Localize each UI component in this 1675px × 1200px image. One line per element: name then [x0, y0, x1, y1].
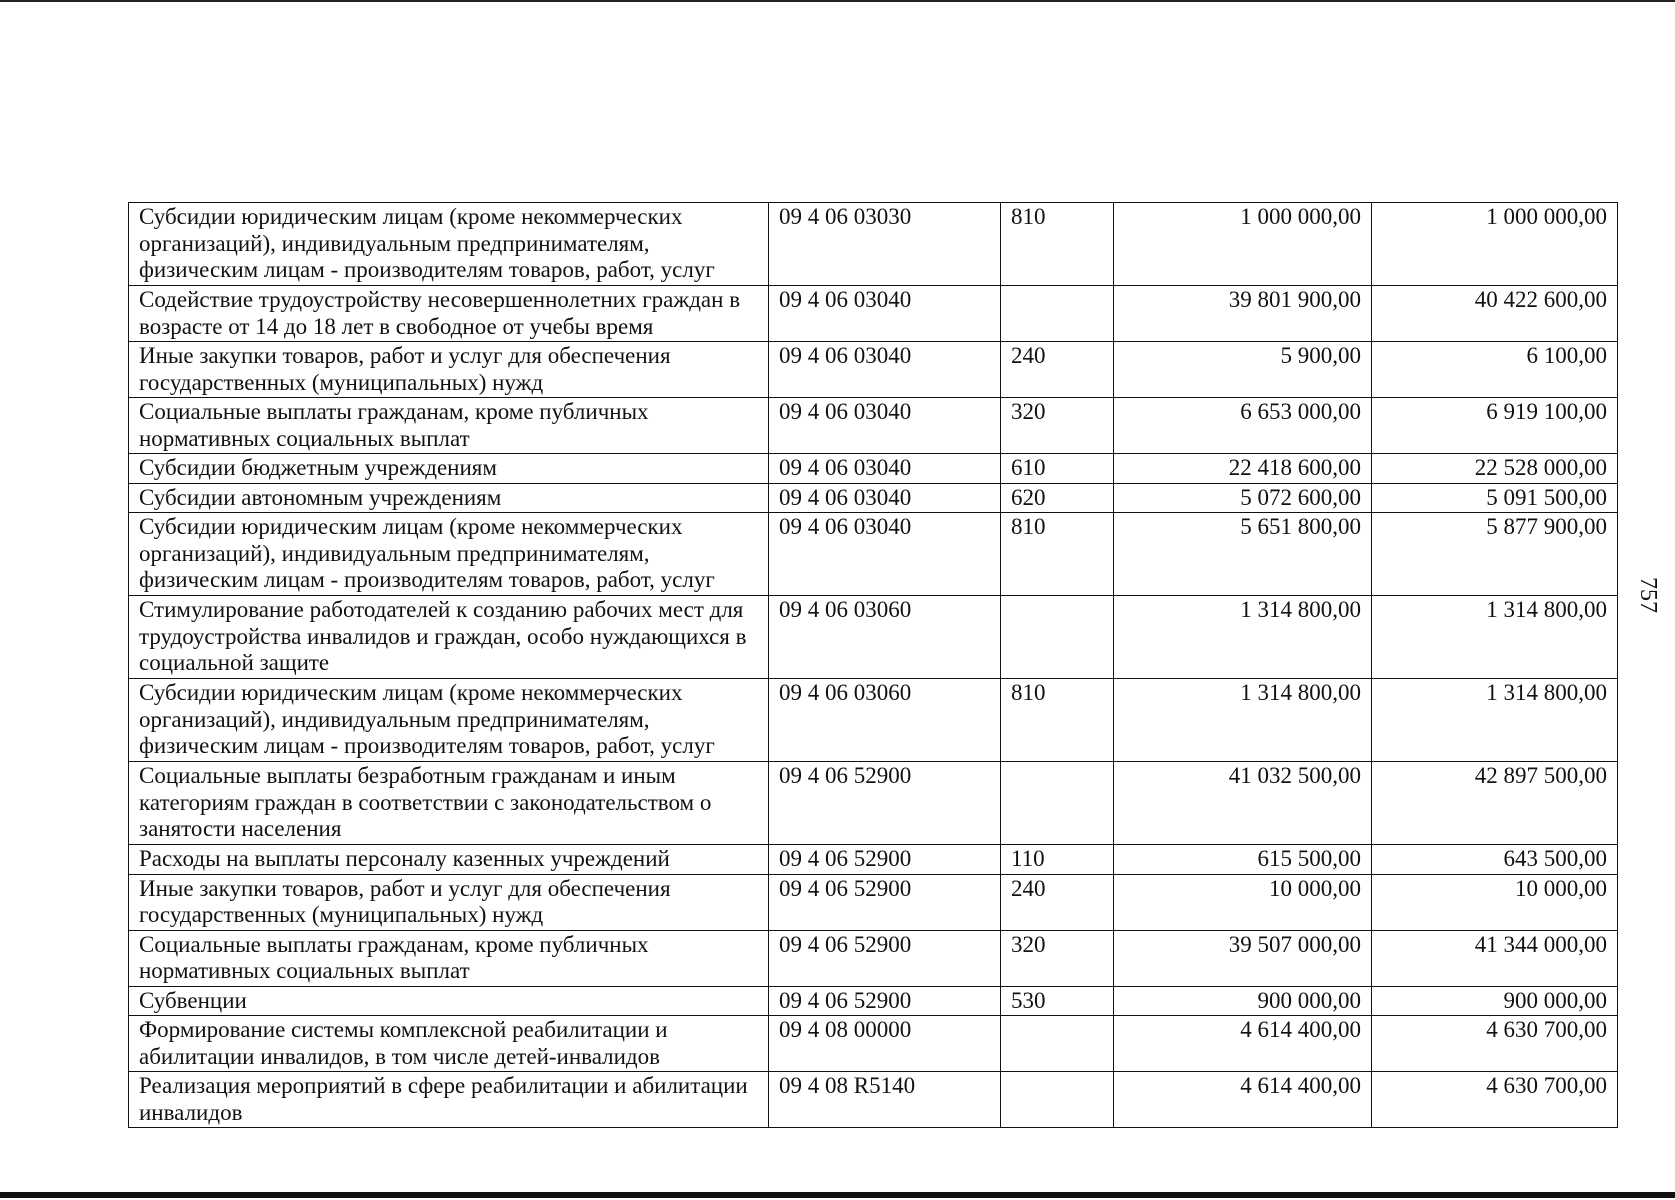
- row-expense-type: [1001, 286, 1114, 342]
- row-expense-type: [1001, 1016, 1114, 1072]
- row-code: 09 4 06 03040: [769, 398, 1001, 454]
- row-name: Расходы на выплаты персоналу казенных учреждений: [129, 845, 769, 875]
- row-expense-type: 620: [1001, 483, 1114, 513]
- table-row: [129, 398, 1618, 454]
- scan-bottom-edge: [0, 1192, 1675, 1198]
- row-name: Субсидии юридическим лицам (кроме некоммерческих организаций), индивидуальным предпринимателям, физическим лицам - производителям товаров, работ, услуг: [129, 679, 769, 762]
- table-row: [129, 454, 1618, 484]
- row-sum-year-1: 1 000 000,00: [1114, 203, 1372, 286]
- row-sum-year-1: 5 651 800,00: [1114, 513, 1372, 596]
- table-row: [129, 483, 1618, 513]
- row-sum-year-1: 22 418 600,00: [1114, 454, 1372, 484]
- row-sum-year-2: 5 877 900,00: [1372, 513, 1618, 596]
- row-name: Субсидии бюджетным учреждениям: [129, 454, 769, 484]
- row-code: 09 4 06 03040: [769, 513, 1001, 596]
- row-code: 09 4 06 03060: [769, 679, 1001, 762]
- row-sum-year-1: 4 614 400,00: [1114, 1072, 1372, 1128]
- row-expense-type: 530: [1001, 986, 1114, 1016]
- row-sum-year-2: 1 314 800,00: [1372, 679, 1618, 762]
- row-sum-year-2: 1 000 000,00: [1372, 203, 1618, 286]
- row-sum-year-2: 643 500,00: [1372, 845, 1618, 875]
- row-code: 09 4 06 03030: [769, 203, 1001, 286]
- row-code: 09 4 06 03060: [769, 596, 1001, 679]
- row-expense-type: 810: [1001, 513, 1114, 596]
- row-expense-type: 320: [1001, 930, 1114, 986]
- row-sum-year-1: 41 032 500,00: [1114, 762, 1372, 845]
- table-row: [129, 1072, 1618, 1128]
- row-expense-type: 320: [1001, 398, 1114, 454]
- row-code: 09 4 06 03040: [769, 342, 1001, 398]
- table-row: [129, 286, 1618, 342]
- row-sum-year-2: 900 000,00: [1372, 986, 1618, 1016]
- table-row: [129, 762, 1618, 845]
- table-row: [129, 986, 1618, 1016]
- row-name: Иные закупки товаров, работ и услуг для обеспечения государственных (муниципальных) нужд: [129, 342, 769, 398]
- row-name: Стимулирование работодателей к созданию рабочих мест для трудоустройства инвалидов и граждан, особо нуждающихся в социальной защите: [129, 596, 769, 679]
- row-expense-type: [1001, 596, 1114, 679]
- row-code: 09 4 06 52900: [769, 845, 1001, 875]
- row-sum-year-2: 6 919 100,00: [1372, 398, 1618, 454]
- row-sum-year-2: 4 630 700,00: [1372, 1072, 1618, 1128]
- table-row: [129, 679, 1618, 762]
- row-sum-year-2: 42 897 500,00: [1372, 762, 1618, 845]
- row-sum-year-1: 39 507 000,00: [1114, 930, 1372, 986]
- row-name: Содействие трудоустройству несовершеннолетних граждан в возрасте от 14 до 18 лет в свободное от учебы время: [129, 286, 769, 342]
- table-row: [129, 513, 1618, 596]
- row-code: 09 4 06 03040: [769, 454, 1001, 484]
- row-sum-year-2: 1 314 800,00: [1372, 596, 1618, 679]
- row-name: Иные закупки товаров, работ и услуг для обеспечения государственных (муниципальных) нужд: [129, 874, 769, 930]
- row-expense-type: 810: [1001, 679, 1114, 762]
- row-name: Субсидии юридическим лицам (кроме некоммерческих организаций), индивидуальным предпринимателям, физическим лицам - производителям товаров, работ, услуг: [129, 203, 769, 286]
- row-code: 09 4 06 03040: [769, 286, 1001, 342]
- row-name: Социальные выплаты безработным гражданам и иным категориям граждан в соответствии с законодательством о занятости населения: [129, 762, 769, 845]
- row-sum-year-1: 900 000,00: [1114, 986, 1372, 1016]
- row-expense-type: 240: [1001, 874, 1114, 930]
- row-sum-year-2: 41 344 000,00: [1372, 930, 1618, 986]
- row-code: 09 4 06 52900: [769, 762, 1001, 845]
- row-sum-year-1: 6 653 000,00: [1114, 398, 1372, 454]
- row-code: 09 4 06 03040: [769, 483, 1001, 513]
- row-name: Субвенции: [129, 986, 769, 1016]
- row-expense-type: 610: [1001, 454, 1114, 484]
- row-expense-type: 240: [1001, 342, 1114, 398]
- table-row: [129, 930, 1618, 986]
- row-name: Субсидии юридическим лицам (кроме некоммерческих организаций), индивидуальным предпринимателям, физическим лицам - производителям товаров, работ, услуг: [129, 513, 769, 596]
- row-code: 09 4 06 52900: [769, 930, 1001, 986]
- row-expense-type: [1001, 762, 1114, 845]
- table-row: [129, 596, 1618, 679]
- row-sum-year-1: 1 314 800,00: [1114, 679, 1372, 762]
- row-sum-year-1: 615 500,00: [1114, 845, 1372, 875]
- budget-table: [128, 202, 1618, 1128]
- row-sum-year-2: 4 630 700,00: [1372, 1016, 1618, 1072]
- page-number: 757: [1635, 577, 1661, 613]
- row-sum-year-2: 5 091 500,00: [1372, 483, 1618, 513]
- row-name: Формирование системы комплексной реабилитации и абилитации инвалидов, в том числе детей-инвалидов: [129, 1016, 769, 1072]
- table-row: [129, 874, 1618, 930]
- row-sum-year-2: 10 000,00: [1372, 874, 1618, 930]
- row-expense-type: 810: [1001, 203, 1114, 286]
- row-sum-year-1: 4 614 400,00: [1114, 1016, 1372, 1072]
- row-code: 09 4 06 52900: [769, 874, 1001, 930]
- table-row: [129, 342, 1618, 398]
- row-code: 09 4 06 52900: [769, 986, 1001, 1016]
- scan-top-edge: [0, 0, 1675, 2]
- row-name: Субсидии автономным учреждениям: [129, 483, 769, 513]
- table-row: [129, 203, 1618, 286]
- row-code: 09 4 08 R5140: [769, 1072, 1001, 1128]
- row-expense-type: [1001, 1072, 1114, 1128]
- row-name: Социальные выплаты гражданам, кроме публичных нормативных социальных выплат: [129, 398, 769, 454]
- table-row: [129, 1016, 1618, 1072]
- row-sum-year-1: 1 314 800,00: [1114, 596, 1372, 679]
- row-sum-year-1: 39 801 900,00: [1114, 286, 1372, 342]
- row-sum-year-1: 10 000,00: [1114, 874, 1372, 930]
- row-sum-year-1: 5 072 600,00: [1114, 483, 1372, 513]
- row-expense-type: 110: [1001, 845, 1114, 875]
- row-sum-year-2: 40 422 600,00: [1372, 286, 1618, 342]
- row-name: Социальные выплаты гражданам, кроме публичных нормативных социальных выплат: [129, 930, 769, 986]
- row-code: 09 4 08 00000: [769, 1016, 1001, 1072]
- row-sum-year-1: 5 900,00: [1114, 342, 1372, 398]
- row-sum-year-2: 22 528 000,00: [1372, 454, 1618, 484]
- row-name: Реализация мероприятий в сфере реабилитации и абилитации инвалидов: [129, 1072, 769, 1128]
- table-row: [129, 845, 1618, 875]
- row-sum-year-2: 6 100,00: [1372, 342, 1618, 398]
